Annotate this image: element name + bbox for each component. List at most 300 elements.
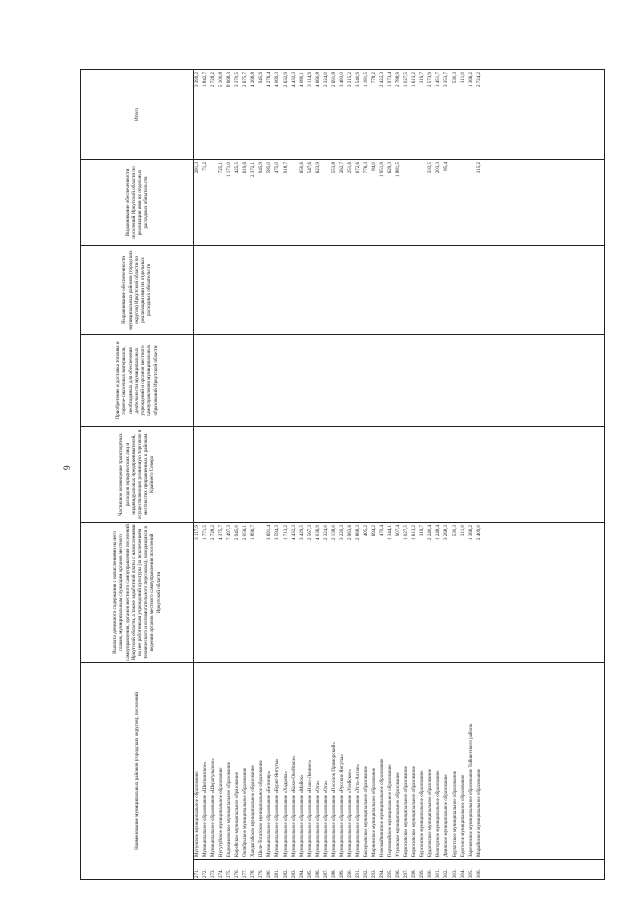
cell-num: 305. [468, 869, 474, 878]
cell-c [395, 335, 403, 426]
cell-a: 2 868,3 [355, 525, 361, 540]
cell-e: 425,5 [235, 162, 241, 174]
cell-e: 945,9 [259, 162, 265, 174]
cell-b [443, 427, 451, 522]
cell-c [194, 335, 202, 426]
cell-name: Муниципальное образование «Хадаева» [283, 771, 289, 857]
cell-a: 7 497,3 [227, 525, 233, 540]
cell-num: 271. [195, 869, 200, 878]
cell-f: 945,9 [259, 72, 265, 84]
cell-num: 299. [420, 869, 426, 878]
cell-f: 4 069,3 [275, 72, 281, 87]
cell-num: 293. [372, 869, 378, 878]
cell-num: 283. [291, 869, 297, 878]
cell-e: 1 171,0 [227, 162, 233, 177]
cell-e: 585,0 [267, 162, 273, 174]
cell-c [363, 335, 371, 426]
cell-e: 619,6 [243, 162, 249, 174]
cell-a: 319,7 [420, 525, 426, 537]
cell-d [452, 246, 460, 334]
cell-b [387, 427, 395, 522]
cell-num: 290. [347, 869, 353, 878]
cell-e: 547,6 [307, 162, 313, 174]
cell-b [395, 427, 403, 522]
rotated-page [80, 70, 605, 880]
cell-name: Муниципальное образование «Бетинир» [267, 770, 273, 857]
cell-b [435, 427, 443, 522]
cell-num: 281. [275, 869, 281, 878]
cell-e: 85,4 [444, 162, 450, 171]
cell-num: 292. [363, 869, 369, 878]
cell-b [283, 427, 291, 522]
cell-b [476, 427, 484, 522]
cell-b [419, 427, 427, 522]
cell-c [210, 335, 218, 426]
cell-num: 306. [476, 869, 482, 878]
cell-name: Муниципальное образование «Майск» [299, 774, 305, 857]
cell-c [452, 335, 460, 426]
cell-f: 4 268,8 [251, 72, 257, 87]
cell-e [460, 160, 468, 245]
cell-num: 297. [404, 869, 410, 878]
cell-num: 288. [331, 869, 337, 878]
cell-c [347, 335, 355, 426]
cell-c [234, 335, 242, 426]
cell-d [210, 246, 218, 334]
cell-num: 275. [227, 869, 233, 878]
cell-d [435, 246, 443, 334]
cell-c [274, 335, 282, 426]
header-transport: Частичное возмещение транспортных расходов юридических лиц и индивидуальных предпринимателей, осуществляющих розничную торговлю в местностях приравненных к районам Крайнего Севера [81, 427, 194, 523]
cell-d [443, 246, 451, 334]
cell-f: 8 668,3 [227, 72, 233, 87]
cell-d [379, 246, 387, 334]
cell-c [331, 335, 339, 426]
cell-e: 315,2 [476, 162, 482, 174]
cell-name: Муниципальное образование «Шиткинское» [203, 761, 209, 857]
cell-a [258, 523, 266, 662]
cell-d [347, 246, 355, 334]
cell-name: Евдокимовское муниципальное образование [227, 762, 233, 857]
cell-num: 296. [396, 869, 402, 878]
cell-c [387, 335, 395, 426]
cell-e: 333,5 [428, 162, 434, 174]
cell-b [315, 427, 323, 522]
cell-c [443, 335, 451, 426]
cell-c [323, 335, 331, 426]
cell-e: 672,6 [355, 162, 361, 174]
cell-f: 1 181,5 [363, 72, 369, 87]
cell-name: Муниципальное образование «Усть-Алтан» [355, 763, 361, 857]
cell-name: Кирейское муниципальное образование [235, 772, 241, 857]
cell-d [460, 246, 468, 334]
cell-a: 1 366,2 [468, 525, 474, 540]
cell-f: 3 399,2 [195, 72, 200, 87]
cell-f: 1 027,5 [404, 72, 410, 87]
cell-d [266, 246, 274, 334]
col-name [194, 663, 605, 860]
cell-num: 291. [355, 869, 361, 878]
cell-c [460, 335, 468, 426]
cell-a: 530,3 [452, 525, 458, 537]
cell-name: Муниципальное образование «Оса» [323, 780, 329, 857]
header-total: Итого [81, 70, 194, 160]
cell-c [315, 335, 323, 426]
cell-num: 287. [323, 869, 329, 878]
cell-b [299, 427, 307, 522]
cell-e: 1 881,5 [396, 162, 402, 177]
cell-b [371, 427, 379, 522]
cell-c [307, 335, 315, 426]
cell-a: 4 432,3 [291, 525, 297, 540]
cell-a: 1 027,5 [404, 525, 410, 540]
cell-e: 629,3 [388, 162, 394, 174]
cell-f: 2 691,8 [331, 72, 337, 87]
cell-d [411, 246, 419, 334]
cell-d [427, 246, 435, 334]
cell-e [419, 160, 427, 245]
cell-f: 2 724,2 [476, 72, 482, 87]
cell-f: 5 100,8 [219, 72, 225, 87]
cell-e [468, 160, 476, 245]
cell-d [363, 246, 371, 334]
header-name: Наименование муниципальных районов (городских округов), поселений [81, 663, 194, 880]
cell-a: 3 220,3 [339, 525, 345, 540]
cell-num: 289. [339, 869, 345, 878]
cell-f: 4 080,1 [299, 72, 305, 87]
cell-f: 2 788,9 [396, 72, 402, 87]
cell-name: Муниципальное образование «Оса» [315, 780, 321, 857]
cell-f: 2 573,9 [428, 72, 434, 87]
cell-a: 2 240,4 [428, 525, 434, 540]
cell-b [331, 427, 339, 522]
cell-num: 277. [243, 869, 249, 878]
cell-e: 553,8 [331, 162, 337, 174]
cell-e [291, 160, 299, 245]
cell-c [435, 335, 443, 426]
cell-b [468, 427, 476, 522]
cell-f: 1 366,2 [468, 72, 474, 87]
cell-a: 1 713,2 [283, 525, 289, 540]
cell-num: 295. [388, 869, 394, 878]
cell-name: Бирюсинское муниципальное образование [412, 766, 418, 857]
cell-a: 3 594,3 [275, 525, 281, 540]
cell-b [452, 427, 460, 522]
header-salaries: Выплата денежного содержания с начислениями на него главам, муниципальным служащим органов местного самоуправления, органов местного самоуправления поселений Иркутской области, а также заработной платы с начислениями на нее работникам учреждений культуры (за исключением технического и вспомогательного персонала), находящихся в ведении органов местного самоуправления поселений Иркутской области [81, 523, 194, 663]
page-number: 9 [62, 465, 72, 470]
cell-a: 3 268,3 [444, 525, 450, 540]
header-district-equalization: Выравнивание обеспеченности муниципальных районов (городских округов) Иркутской области по реализации ими их отдельных расходных обязательств [81, 246, 194, 335]
cell-d [403, 246, 411, 334]
cell-c [283, 335, 291, 426]
cell-c [419, 335, 427, 426]
cell-a: 470,4 [380, 525, 386, 537]
cell-c [371, 335, 379, 426]
cell-a: 2 963,6 [347, 525, 353, 540]
cell-f: 2 728,2 [211, 72, 217, 87]
cell-f: 311,0 [460, 72, 466, 84]
cell-c [291, 335, 299, 426]
cell-f: 3 483,0 [339, 72, 345, 87]
cell-name: Бурхетское муниципальное образование [452, 770, 458, 857]
cell-name: Нугутуйское муниципальное образование [219, 767, 225, 857]
cell-d [234, 246, 242, 334]
cell-b [250, 427, 258, 522]
cell-b [194, 427, 202, 522]
cell-e [403, 160, 411, 245]
cell-name: Первомайское муниципальное образование [388, 764, 394, 857]
cell-b [307, 427, 315, 522]
col-salaries [194, 523, 605, 663]
col-settlement-equalization [194, 160, 605, 246]
cell-num: 284. [299, 869, 305, 878]
cell-b [226, 427, 234, 522]
cell-num: 280. [267, 869, 273, 878]
cell-b [379, 427, 387, 522]
cell-name: Утукнское муниципальное образование [396, 772, 402, 857]
cell-d [371, 246, 379, 334]
cell-b [403, 427, 411, 522]
cell-d [331, 246, 339, 334]
cell-f: 1 842,7 [203, 72, 209, 87]
cell-name: Новомайнинское муниципальное образование [380, 758, 386, 857]
cell-b [242, 427, 250, 522]
cell-f: 1 451,7 [436, 72, 442, 87]
cell-a: 3 429,5 [299, 525, 305, 540]
cell-name: Муниципальное образование «Русские Янгуты» [339, 754, 345, 857]
cell-c [339, 335, 347, 426]
cell-num: 304. [460, 869, 466, 878]
cell-name: Муниципальное образование «Бурят-Янгуты» [275, 758, 281, 857]
cell-a: 3 117,9 [195, 525, 200, 540]
cell-b [323, 427, 331, 522]
cell-e: 84,0 [372, 162, 378, 171]
cell-e [452, 160, 460, 245]
cell-b [234, 427, 242, 522]
cell-f: 3 215,2 [347, 72, 353, 87]
cell-e: 2 372,1 [251, 162, 257, 177]
cell-f: 530,3 [452, 72, 458, 84]
cell-f: 2 324,0 [323, 72, 329, 87]
cell-num: 286. [315, 869, 321, 878]
cell-d [291, 246, 299, 334]
cell-a: 2 945,0 [235, 525, 241, 540]
cell-d [323, 246, 331, 334]
cell-d [419, 246, 427, 334]
cell-e: 281,3 [195, 162, 200, 174]
cell-b [347, 427, 355, 522]
cell-c [427, 335, 435, 426]
cell-c [299, 335, 307, 426]
cell-e: 475,0 [275, 162, 281, 174]
cell-d [242, 246, 250, 334]
cell-name: Едогоное муниципальное образование [460, 774, 466, 857]
header-row [81, 70, 194, 880]
cell-name: Зареченское муниципальное образование Тайшетского района [468, 724, 474, 857]
cell-c [250, 335, 258, 426]
cell-f: 1 973,4 [388, 72, 394, 87]
cell-e: 262,7 [339, 162, 345, 174]
cell-name: Хандагайское муниципальное образование [251, 765, 257, 857]
cell-a: 1 613,2 [412, 525, 418, 540]
body-row [194, 70, 605, 880]
cell-e: 918,7 [283, 162, 289, 174]
cell-e: 623,9 [315, 162, 321, 174]
cell-b [460, 427, 468, 522]
cell-name: Бисерьевское муниципальное образование [363, 766, 369, 857]
cell-d [476, 246, 484, 334]
cell-name: Муниципальное образование «Поселок Приморский» [331, 742, 337, 857]
cell-name: Мугунское муниципальное образование [195, 771, 200, 857]
cell-b [202, 427, 210, 522]
cell-a: 2 728,2 [211, 525, 217, 540]
cell-e: 71,2 [203, 162, 209, 171]
cell-num: 276. [235, 869, 241, 878]
cell-b [218, 427, 226, 522]
cell-c [258, 335, 266, 426]
cell-d [387, 246, 395, 334]
cell-f: 4 660,8 [315, 72, 321, 87]
cell-f: 778,2 [372, 72, 378, 84]
cell-name: Муниципальное образование «Улейское» [347, 768, 353, 857]
cell-name: Двинское муниципальное образование [444, 774, 450, 857]
cell-name: Венгерское муниципальное образование [436, 770, 442, 857]
cell-a: 311,0 [460, 525, 466, 537]
cell-num: 285. [307, 869, 313, 878]
cell-a: 1 344,1 [388, 525, 394, 540]
cell-e: 251,6 [347, 162, 353, 174]
cell-c [202, 335, 210, 426]
cell-d [194, 246, 202, 334]
cell-b [291, 427, 299, 522]
cell-a: 4 036,9 [315, 525, 321, 540]
cell-a: 3 691,4 [267, 525, 273, 540]
cell-f: 3 370,5 [235, 72, 241, 87]
cell-f: 319,7 [420, 72, 426, 84]
col-num [194, 860, 605, 880]
cell-e: 776,3 [363, 162, 369, 174]
cell-d [283, 246, 291, 334]
cell-num: 301. [436, 869, 442, 878]
cell-f: 3 114,9 [307, 72, 313, 87]
cell-e: 203,3 [436, 162, 442, 174]
cell-d [315, 246, 323, 334]
col-fuel [194, 335, 605, 427]
cell-d [258, 246, 266, 334]
cell-e: 650,6 [299, 162, 305, 174]
cell-f: 4 276,4 [267, 72, 273, 87]
header-fuel: Приобретение и доставка топлива и горюче-смазочных материалов, необходимых для обеспечения деятельности муниципальных учреждений и органов местного самоуправления муниципальных образований Иркутской области [81, 335, 194, 427]
col-district-equalization [194, 246, 605, 335]
cell-d [339, 246, 347, 334]
cell-b [266, 427, 274, 522]
cell-d [355, 246, 363, 334]
cell-e [323, 160, 331, 245]
cell-b [355, 427, 363, 522]
cell-f: 3 353,7 [444, 72, 450, 87]
cell-b [427, 427, 435, 522]
cell-d [226, 246, 234, 334]
cell-b [411, 427, 419, 522]
cell-d [250, 246, 258, 334]
cell-num: 282. [283, 869, 289, 878]
cell-num: 300. [428, 869, 434, 878]
budget-table [80, 69, 605, 880]
cell-num: 279. [259, 869, 265, 878]
cell-a: 1 771,5 [203, 525, 209, 540]
cell-d [299, 246, 307, 334]
cell-c [379, 335, 387, 426]
cell-num: 278. [251, 869, 257, 878]
cell-f: 2 632,9 [283, 72, 289, 87]
cell-name: Будаговское муниципальное образование [428, 769, 434, 857]
cell-e: 1 951,9 [380, 162, 386, 177]
cell-name: Муниципальное образование «Ново-Ленино» [307, 759, 313, 857]
cell-num: 272. [203, 869, 209, 878]
cell-num: 274. [219, 869, 225, 878]
col-total [194, 70, 605, 160]
cell-d [307, 246, 315, 334]
cell-num: 303. [452, 869, 458, 878]
cell-d [395, 246, 403, 334]
cell-f: 4 432,3 [291, 72, 297, 87]
cell-b [363, 427, 371, 522]
cell-name: Муниципальное образование «Шерагульское» [211, 758, 217, 857]
cell-name: Муниципальное образование «Кахи-Онойское» [291, 755, 297, 857]
cell-e: 725,1 [219, 162, 225, 174]
cell-e [210, 160, 218, 245]
cell-name: Шеле-Тогатское муниципальное образование [259, 760, 265, 857]
cell-name: Мирнинское муниципальное образование [372, 767, 378, 857]
cell-name: Бирюсинское муниципальное образование [404, 766, 410, 857]
cell-c [242, 335, 250, 426]
cell-a: 2 567,3 [307, 525, 313, 540]
cell-name: Бурсенское муниципальное образование [420, 770, 426, 857]
cell-a: 1 896,7 [251, 525, 257, 540]
cell-name: Октябрьское муниципальное образование [243, 767, 249, 857]
cell-d [468, 246, 476, 334]
cell-name: Марайнское муниципальное образование [476, 768, 482, 857]
cell-f: 3 540,9 [355, 72, 361, 87]
cell-c [403, 335, 411, 426]
cell-num: 273. [211, 869, 217, 878]
cell-a: 907,4 [396, 525, 402, 537]
cell-b [258, 427, 266, 522]
cell-c [266, 335, 274, 426]
cell-a: 4 375,7 [219, 525, 225, 540]
cell-a: 2 138,0 [331, 525, 337, 540]
cell-e [411, 160, 419, 245]
cell-num: 302. [444, 869, 450, 878]
cell-c [468, 335, 476, 426]
cell-a: 2 324,0 [323, 525, 329, 540]
cell-num: 294. [380, 869, 386, 878]
cell-d [218, 246, 226, 334]
cell-f: 1 613,2 [412, 72, 418, 87]
cell-b [339, 427, 347, 522]
cell-f: 2 422,3 [380, 72, 386, 87]
cell-a: 2 056,1 [243, 525, 249, 540]
cell-num: 298. [412, 869, 418, 878]
cell-c [355, 335, 363, 426]
cell-a: 2 409,0 [476, 525, 482, 540]
cell-c [226, 335, 234, 426]
cell-f: 2 675,7 [243, 72, 249, 87]
cell-c [218, 335, 226, 426]
cell-c [476, 335, 484, 426]
header-settlement-equalization: Выравнивание обеспеченности поселений Иркутской области по реализации ими их отдельных расходных обязательств [81, 160, 194, 246]
cell-a: 1 248,4 [436, 525, 442, 540]
